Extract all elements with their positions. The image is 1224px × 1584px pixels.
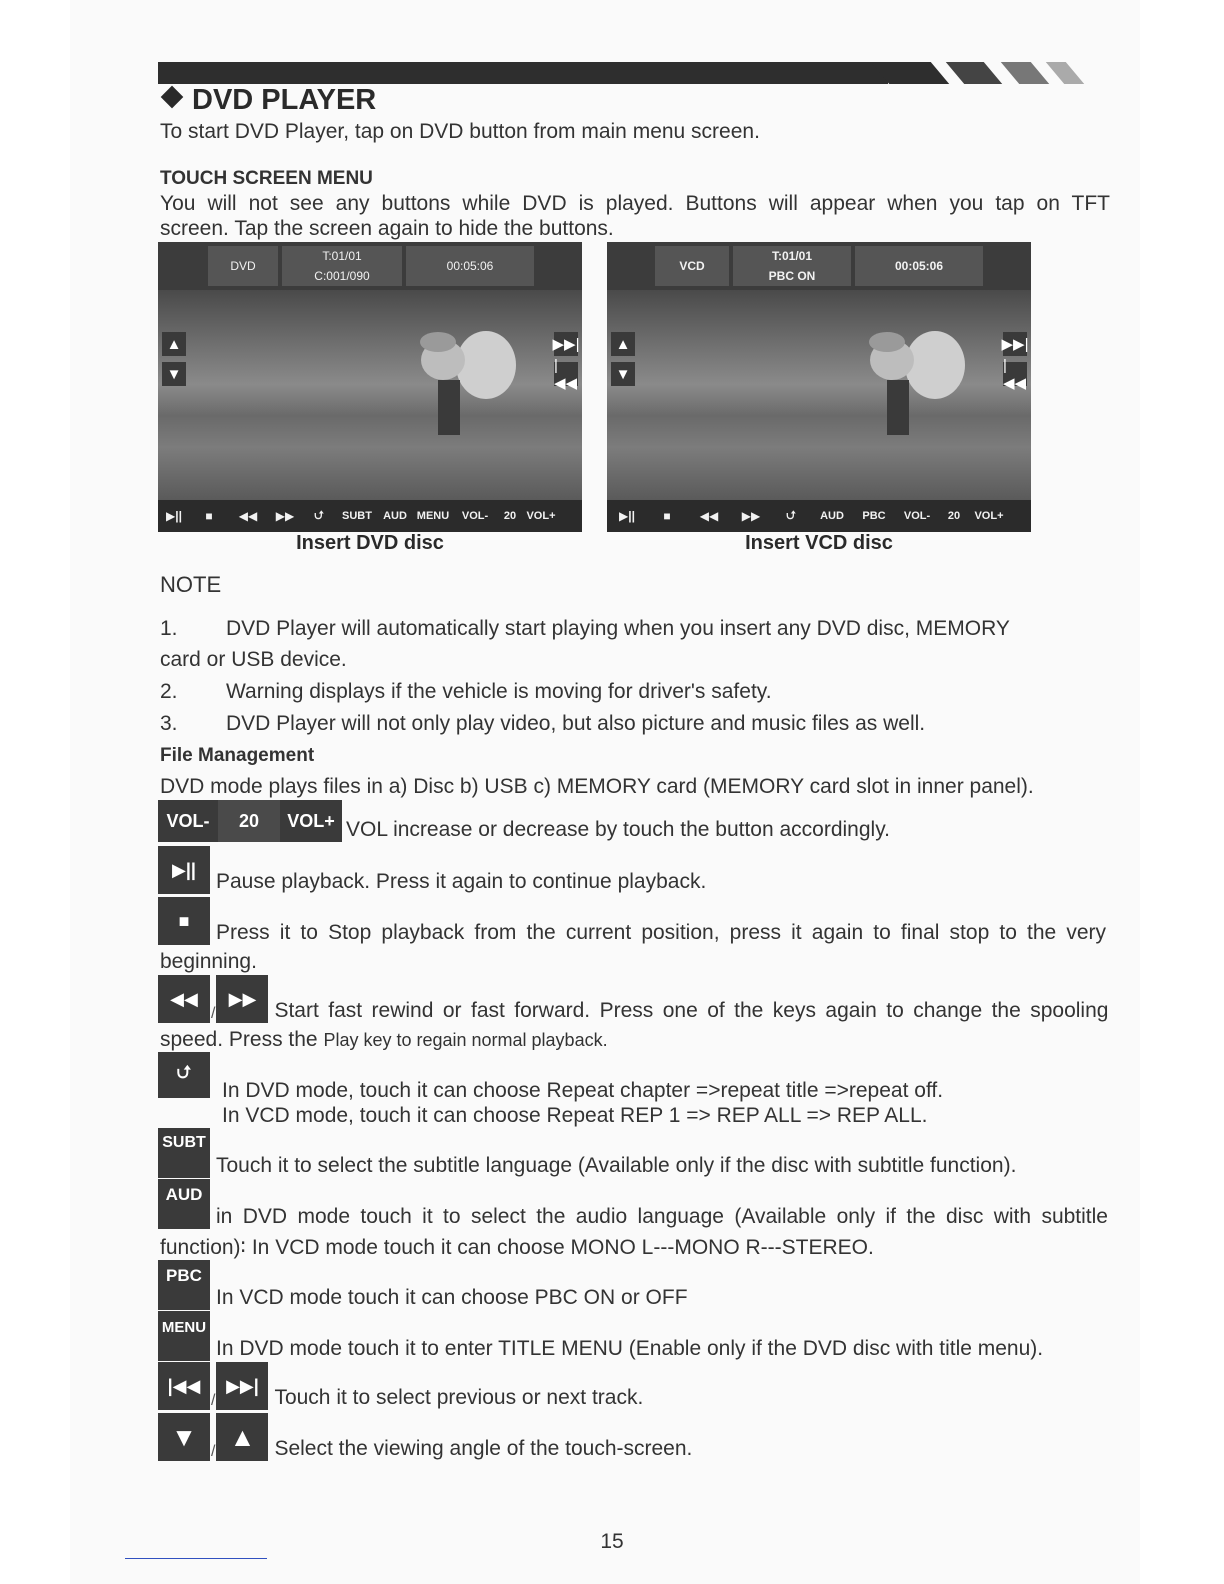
repeat-description: In DVD mode, touch it can choose Repeat chapter =>repeat title =>repeat off. — [222, 1079, 944, 1102]
stop-button[interactable]: ■ — [663, 509, 671, 523]
ffrew-description-cont — [160, 1028, 608, 1052]
prev-track-button[interactable]: |◀◀ — [554, 356, 578, 392]
subtitle-button[interactable]: SUBT — [342, 510, 372, 522]
diamond-bullet-icon — [161, 86, 184, 109]
track-description: Touch it to select previous or next track. — [274, 1386, 644, 1409]
forward-icon: ▶▶ — [216, 975, 268, 1023]
forward-button[interactable]: ▶▶ — [741, 509, 761, 523]
video-frame — [158, 290, 582, 500]
menu-button[interactable]: MENU — [416, 510, 450, 522]
stop-description-cont: beginning. — [160, 950, 257, 973]
pbc-description: In VCD mode touch it can choose PBC ON or OFF — [216, 1286, 688, 1309]
video-frame — [607, 290, 1031, 500]
repeat-description-2: In VCD mode, touch it can choose Repeat REP 1 => REP ALL => REP ALL. — [222, 1104, 928, 1127]
separator: / — [211, 1392, 216, 1409]
file-management-title: File Management — [160, 745, 315, 766]
track-label: T:01/01 — [322, 249, 362, 263]
menu-icon: MENU — [158, 1311, 210, 1361]
play-pause-button[interactable]: ▶|| — [619, 509, 635, 523]
legend-stop — [158, 897, 1106, 945]
pbc-icon: PBC — [158, 1260, 210, 1310]
prev-track-icon: |◀◀ — [158, 1362, 210, 1410]
rewind-button[interactable]: ◀◀ — [238, 509, 258, 523]
audio-button[interactable]: AUD — [383, 510, 407, 522]
legend-play — [158, 846, 706, 894]
next-track-icon: ▶▶| — [216, 1362, 268, 1410]
legend-volume — [158, 800, 890, 842]
play-description: Pause playback. Press it again to continue playback. — [216, 870, 707, 893]
legend-subt — [158, 1128, 1016, 1178]
legend-angle — [158, 1413, 692, 1461]
stop-button[interactable]: ■ — [205, 509, 213, 523]
rewind-icon: ◀◀ — [158, 975, 210, 1023]
repeat-button[interactable]: ⮍ — [786, 507, 796, 522]
note-number: 1. — [160, 617, 178, 640]
time-label: 00:05:06 — [855, 246, 983, 286]
volume-down-button[interactable]: VOL- — [461, 510, 489, 522]
play-pause-icon: ▶|| — [158, 846, 210, 894]
note-item: DVD Player will not only play video, but also picture and music files as well. — [226, 712, 926, 735]
legend-aud — [158, 1179, 1108, 1229]
volume-value: 20 — [503, 510, 517, 522]
prev-track-button[interactable]: |◀◀ — [1003, 356, 1027, 392]
separator: / — [211, 1005, 216, 1022]
file-management-text: DVD mode plays files in a) Disc b) USB c) MEMORY card (MEMORY card slot in inner panel). — [160, 775, 1034, 798]
track-info — [282, 246, 402, 286]
audio-description: in DVD mode touch it to select the audio language (Available only if the disc with subtitle — [216, 1205, 1108, 1228]
subtitle-description: Touch it to select the subtitle language (Available only if the disc with subtitle function). — [216, 1154, 1017, 1177]
control-bar — [158, 500, 582, 532]
track-label: T:01/01 — [771, 249, 813, 263]
pbc-status-label: PBC ON — [768, 269, 816, 283]
angle-down-button[interactable]: ▼ — [611, 362, 635, 386]
note-title: NOTE — [160, 572, 222, 597]
ffrew-text-b: Play key to regain normal playback. — [323, 1030, 608, 1050]
angle-up-button[interactable]: ▲ — [162, 332, 186, 356]
control-bar — [607, 500, 1031, 532]
footer-underline — [125, 1558, 267, 1559]
vol-description: VOL increase or decrease by touch the button accordingly. — [346, 818, 890, 841]
repeat-button[interactable]: ⮍ — [314, 507, 324, 522]
mouse-character-image — [408, 320, 518, 440]
stop-icon: ■ — [158, 897, 210, 945]
audio-description-cont: function)∶ In VCD mode touch it can choose MONO L---MONO R---STEREO. — [160, 1236, 874, 1259]
page-title-text: DVD PLAYER — [192, 84, 377, 116]
vol-minus-key: VOL- — [158, 800, 218, 842]
volume-up-button[interactable]: VOL+ — [974, 510, 1004, 522]
chapter-label: C:001/090 — [314, 269, 370, 283]
vol-plus-key: VOL+ — [280, 800, 342, 842]
mode-label: DVD — [208, 246, 278, 286]
play-pause-button[interactable]: ▶|| — [166, 509, 182, 523]
audio-icon: AUD — [158, 1179, 210, 1229]
next-track-button[interactable]: ▶▶| — [554, 332, 578, 356]
angle-down-icon: ▼ — [158, 1413, 210, 1461]
touch-menu-title: TOUCH SCREEN MENU — [160, 168, 373, 189]
time-label: 00:05:06 — [406, 246, 534, 286]
legend-pbc — [158, 1260, 688, 1310]
angle-up-icon: ▲ — [216, 1413, 268, 1461]
next-track-button[interactable]: ▶▶| — [1003, 332, 1027, 356]
vol-value-key: 20 — [218, 800, 280, 842]
dvd-caption: Insert DVD disc — [296, 532, 444, 554]
angle-up-button[interactable]: ▲ — [611, 332, 635, 356]
ffrew-description: Start fast rewind or fast forward. Press one of the keys again to change the spooling — [274, 999, 1109, 1022]
touch-menu-text: You will not see any buttons while DVD is played. Buttons will appear when you tap on TFT — [160, 192, 1110, 215]
vcd-caption: Insert VCD disc — [745, 532, 893, 554]
touch-menu-text-2: screen. Tap the screen again to hide the buttons. — [160, 217, 614, 240]
note-number: 2. — [160, 680, 178, 703]
volume-down-button[interactable]: VOL- — [903, 510, 931, 522]
track-info — [733, 246, 851, 286]
dvd-screenshot — [158, 242, 582, 532]
legend-track — [158, 1362, 643, 1410]
repeat-icon: ⮍ — [158, 1052, 210, 1098]
angle-description: Select the viewing angle of the touch-screen. — [274, 1437, 693, 1460]
angle-down-button[interactable]: ▼ — [162, 362, 186, 386]
rewind-button[interactable]: ◀◀ — [699, 509, 719, 523]
mode-label: VCD — [655, 246, 729, 286]
mouse-character-image — [857, 320, 967, 440]
header-bar — [158, 62, 888, 84]
note-item: DVD Player will automatically start playing when you insert any DVD disc, MEMORY — [226, 617, 1010, 640]
menu-description: In DVD mode touch it to enter TITLE MENU (Enable only if the DVD disc with title menu). — [216, 1337, 1044, 1360]
note-item: Warning displays if the vehicle is moving for driver's safety. — [226, 680, 772, 703]
audio-button[interactable]: AUD — [820, 510, 844, 522]
volume-up-button[interactable]: VOL+ — [526, 510, 556, 522]
separator: / — [211, 1443, 216, 1460]
page-number: 15 — [600, 1530, 624, 1553]
screen-header — [607, 242, 1031, 290]
note-number: 3. — [160, 712, 178, 735]
subtitle-icon: SUBT — [158, 1128, 210, 1178]
screen-header — [158, 242, 582, 290]
ffrew-text-a: speed. Press the — [160, 1028, 324, 1051]
stop-description: Press it to Stop playback from the current position, press it again to final stop to the very — [216, 921, 1106, 944]
forward-button[interactable]: ▶▶ — [275, 509, 295, 523]
intro-text: To start DVD Player, tap on DVD button from main menu screen. — [160, 120, 760, 143]
pbc-button[interactable]: PBC — [862, 510, 886, 522]
legend-ffrew — [158, 975, 1108, 1023]
volume-value: 20 — [947, 510, 961, 522]
vcd-screenshot — [607, 242, 1031, 532]
note-item-cont: card or USB device. — [160, 648, 347, 671]
legend-menu — [158, 1311, 1043, 1361]
page-title — [160, 84, 376, 117]
